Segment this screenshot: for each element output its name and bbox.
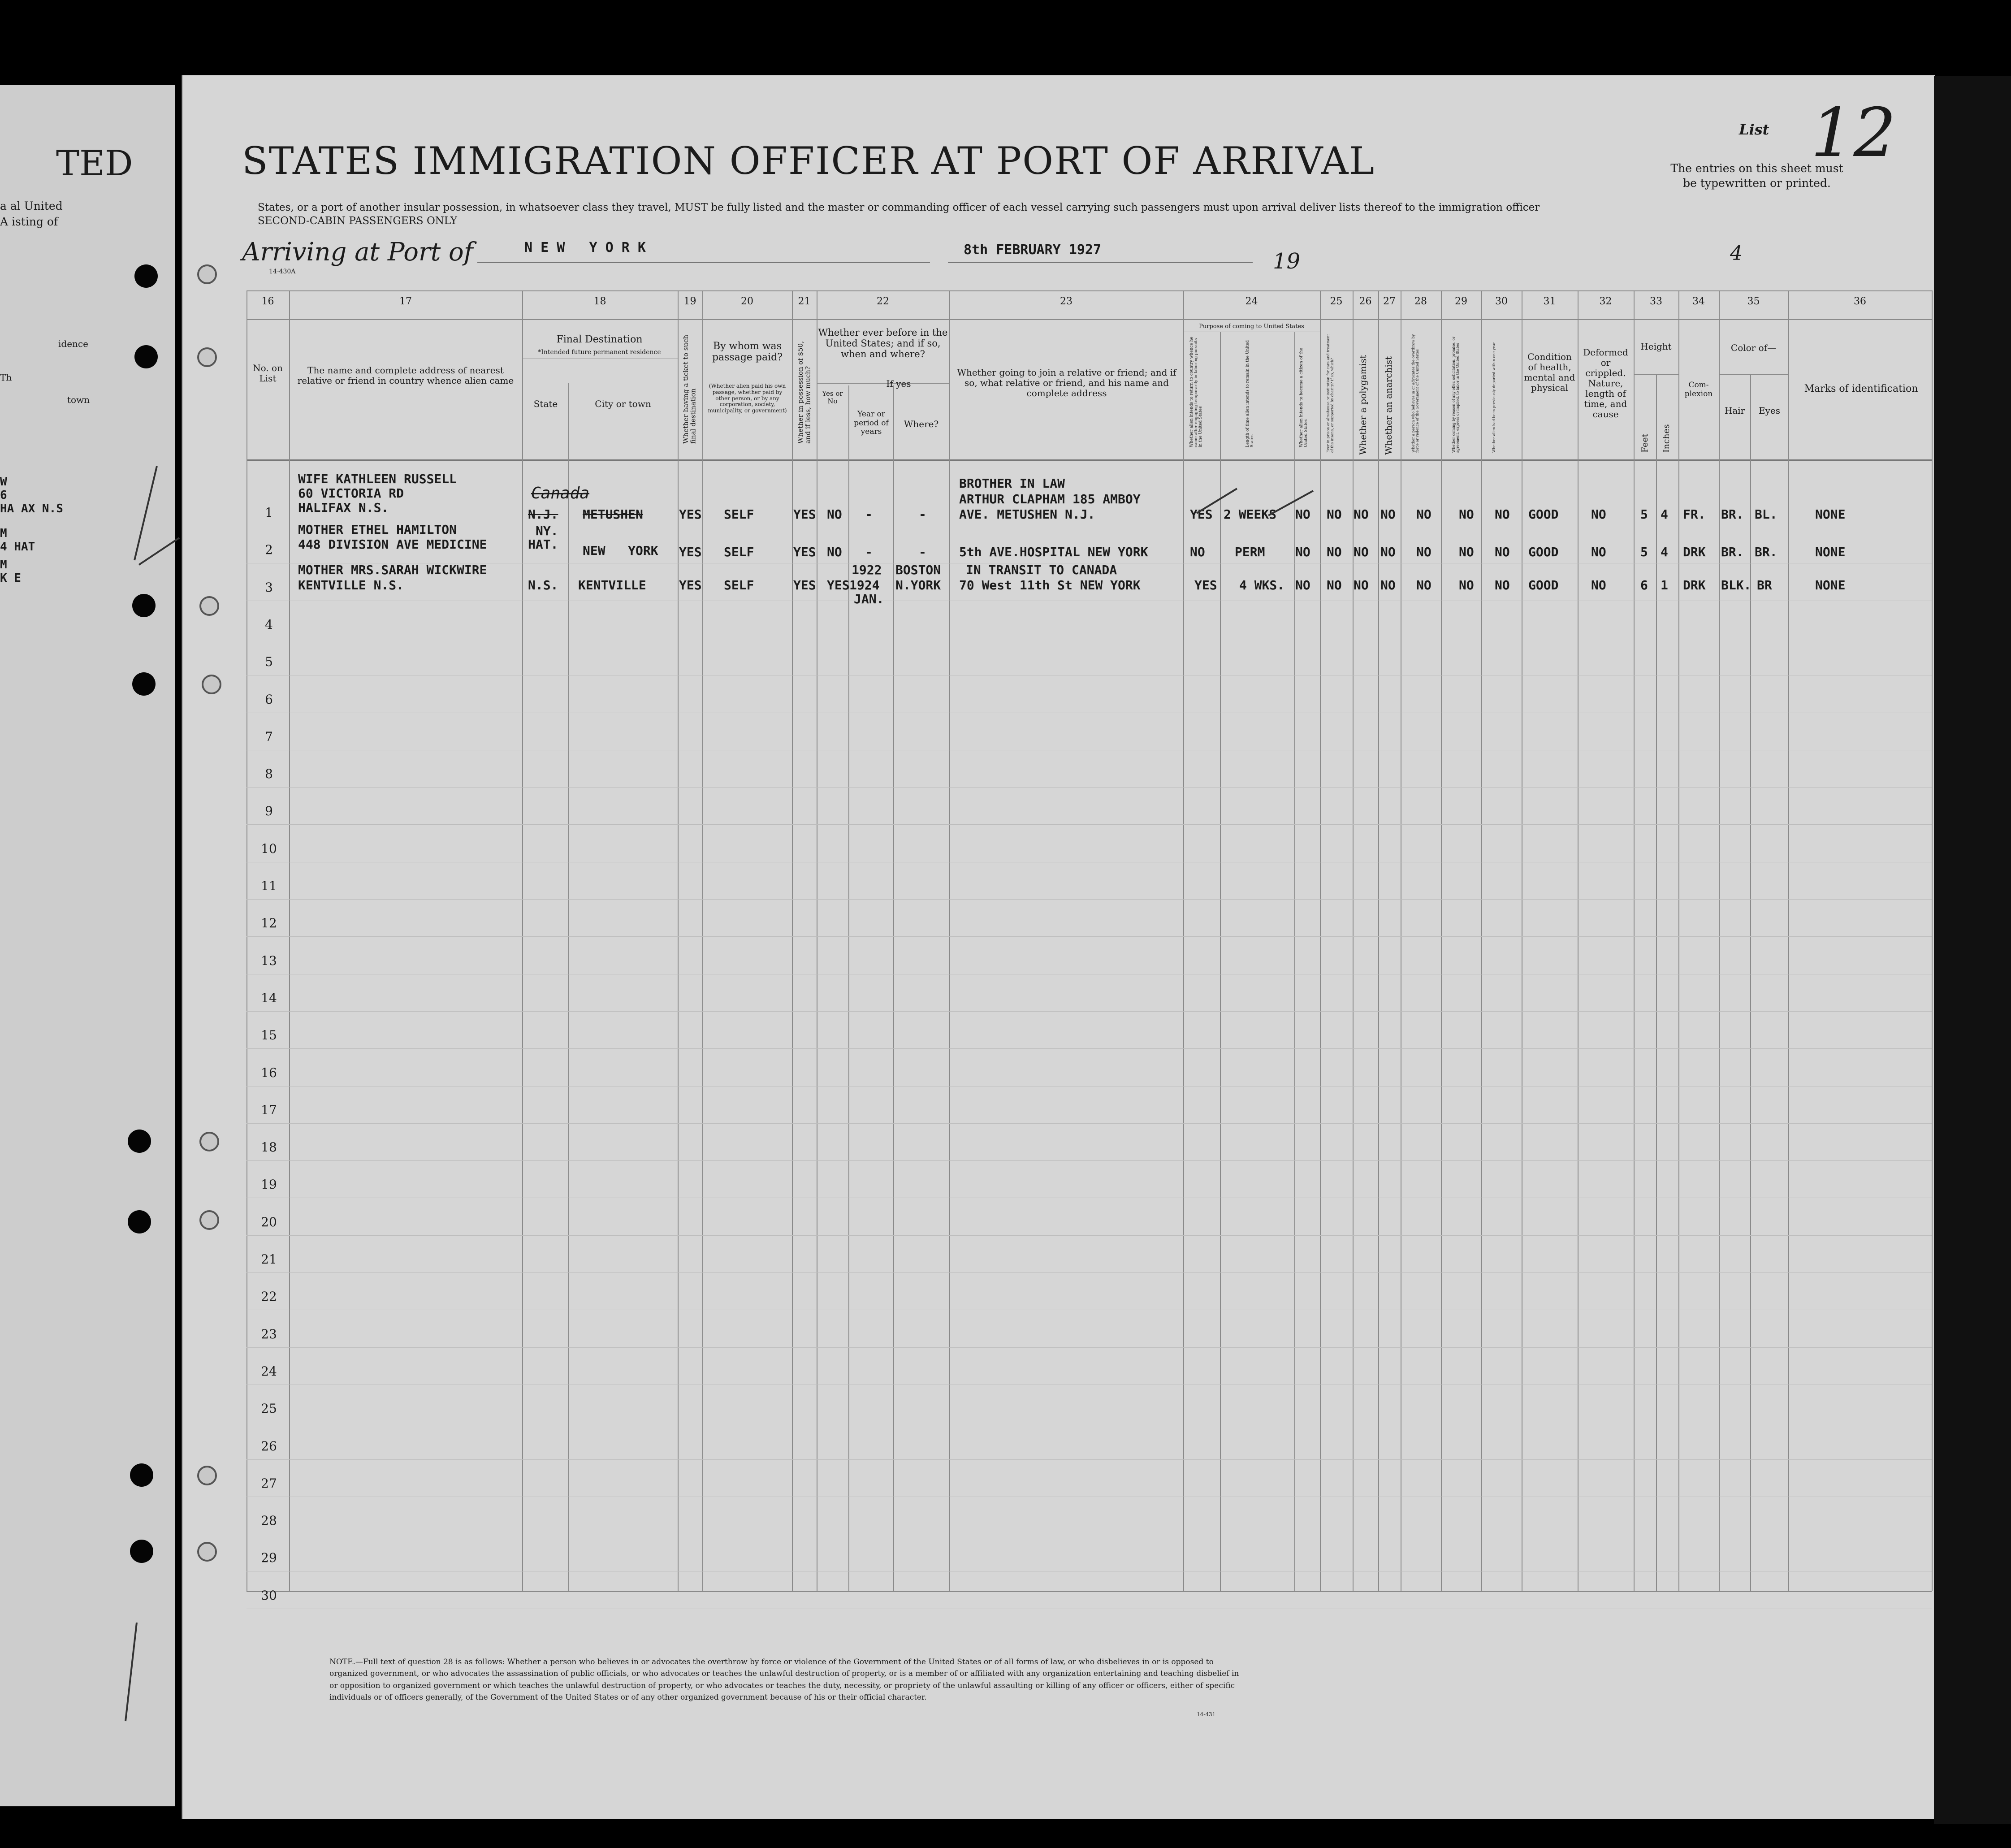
port-value: N E W Y O R K bbox=[524, 240, 646, 255]
row3-polygamist: NO bbox=[1354, 578, 1369, 593]
row2-ticket: YES bbox=[679, 545, 702, 559]
fragment-row: 6 bbox=[0, 489, 7, 502]
col-rule bbox=[1578, 290, 1579, 1591]
row2-state: NY. bbox=[536, 524, 558, 538]
col-purpose: Purpose of coming to United States bbox=[1199, 323, 1304, 330]
col-deported: Whether alien had been previously deported within one year bbox=[1492, 342, 1496, 453]
row1-labor-offer: NO bbox=[1459, 507, 1474, 522]
row1-hair: BR. bbox=[1721, 507, 1744, 522]
col-rule bbox=[678, 290, 679, 1591]
row1-overthrow: NO bbox=[1416, 507, 1431, 522]
row-rule bbox=[247, 824, 1932, 825]
row-number: 28 bbox=[261, 1513, 277, 1528]
row-rule bbox=[247, 1048, 1932, 1049]
row3-purpose-citizen: NO bbox=[1295, 578, 1310, 593]
check-mark-strokes bbox=[1165, 471, 1354, 551]
typewritten-instruction: The entries on this sheet must be typewritten or printed. bbox=[1670, 162, 1843, 190]
row3-year-line: 1922 bbox=[852, 563, 882, 577]
row-number: 18 bbox=[261, 1140, 277, 1155]
binder-ring bbox=[197, 347, 217, 367]
col-eyes: Eyes bbox=[1759, 405, 1780, 416]
page-title: STATES IMMIGRATION OFFICER AT PORT OF ARRIVAL bbox=[242, 139, 1375, 183]
row3-anarchist: NO bbox=[1380, 578, 1396, 593]
row-rule bbox=[247, 1272, 1932, 1273]
row-rule bbox=[247, 1123, 1932, 1124]
row1-polygamist: NO bbox=[1354, 507, 1369, 522]
column-number: 36 bbox=[1854, 296, 1866, 307]
row2-relative-line: 448 DIVISION AVE MEDICINE bbox=[298, 537, 487, 552]
row2-labor-offer: NO bbox=[1459, 545, 1474, 559]
col-rule bbox=[1719, 290, 1720, 1591]
row2-relative-line: MOTHER ETHEL HAMILTON bbox=[298, 522, 457, 537]
col-rule bbox=[522, 290, 523, 1591]
row3-city: KENTVILLE bbox=[578, 578, 646, 593]
col-complexion: Com-plexion bbox=[1684, 381, 1713, 398]
fragment-line: A isting of bbox=[0, 215, 58, 228]
col-rule bbox=[1788, 290, 1789, 1591]
row-number: 19 bbox=[261, 1177, 277, 1192]
row3-where-line: N.YORK bbox=[895, 578, 941, 593]
row3-before: YES bbox=[827, 578, 850, 593]
row2-prison: NO bbox=[1327, 545, 1342, 559]
sub-header-rule bbox=[1719, 374, 1788, 375]
row3-joining-line: IN TRANSIT TO CANADA bbox=[966, 563, 1117, 577]
column-number: 22 bbox=[877, 296, 889, 307]
row2-health: GOOD bbox=[1528, 545, 1559, 559]
row-number: 30 bbox=[261, 1588, 277, 1603]
port-underline bbox=[477, 262, 930, 263]
binder-hole bbox=[130, 1463, 153, 1487]
col-rule bbox=[792, 290, 793, 1591]
col-rule bbox=[1634, 290, 1635, 1591]
row1-ticket: YES bbox=[679, 507, 702, 522]
column-number: 19 bbox=[683, 296, 696, 307]
row3-inches: 1 bbox=[1661, 578, 1668, 593]
col-purpose-return: Whether alien intends to return to country whence he came after engaging temporarily in laboring pursuits in the United States bbox=[1189, 337, 1203, 447]
col-rule bbox=[1932, 290, 1933, 1591]
row2-before: NO bbox=[827, 545, 842, 559]
row1-inches: 4 bbox=[1661, 507, 1668, 522]
row1-state: N.J. bbox=[528, 507, 558, 522]
column-number: 28 bbox=[1414, 296, 1427, 307]
binder-hole bbox=[128, 1210, 151, 1233]
row2-purpose-return: NO bbox=[1190, 545, 1205, 559]
col-feet: Feet bbox=[1640, 433, 1650, 453]
column-number: 29 bbox=[1455, 296, 1467, 307]
col-rule bbox=[1481, 290, 1482, 1591]
binder-hole bbox=[134, 264, 158, 288]
row3-deformed: NO bbox=[1591, 578, 1606, 593]
date-underline bbox=[948, 262, 1253, 263]
row3-labor-offer: NO bbox=[1459, 578, 1474, 593]
row1-money: YES bbox=[793, 507, 816, 522]
fragment-col-head: Th bbox=[0, 372, 12, 383]
row3-year-line: JAN. bbox=[854, 592, 884, 606]
row1-prison: NO bbox=[1327, 507, 1342, 522]
form-number: 14-430A bbox=[269, 268, 296, 275]
binder-hole bbox=[132, 594, 156, 617]
row2-marks: NONE bbox=[1815, 545, 1846, 559]
row-number: 16 bbox=[261, 1065, 277, 1080]
col-marks: Marks of identification bbox=[1804, 383, 1918, 394]
year-prefix: 19 bbox=[1273, 249, 1301, 274]
row2-polygamist: NO bbox=[1354, 545, 1369, 559]
col-passage-note: (Whether alien paid his own passage, whether paid by other person, or by any corporation, society, municipality, or government) bbox=[708, 383, 787, 414]
col-relative-address: The name and complete address of nearest relative or friend in country whence alien came bbox=[297, 365, 514, 386]
col-rule bbox=[289, 290, 290, 1591]
row-number: 23 bbox=[261, 1326, 277, 1342]
binder-ring bbox=[199, 596, 219, 616]
row3-feet: 6 bbox=[1640, 578, 1648, 593]
column-number: 23 bbox=[1060, 296, 1073, 307]
binder-ring bbox=[197, 1466, 217, 1485]
row1-anarchist: NO bbox=[1380, 507, 1396, 522]
row3-prison: NO bbox=[1327, 578, 1342, 593]
row1-relative-line: HALIFAX N.S. bbox=[298, 500, 389, 515]
col-state: State bbox=[533, 398, 558, 409]
row1-deported: NO bbox=[1495, 507, 1510, 522]
footnote-form-code: 14-431 bbox=[1197, 1711, 1216, 1718]
row-number: 24 bbox=[261, 1363, 277, 1379]
col-color-of: Color of— bbox=[1730, 342, 1777, 353]
row-number: 4 bbox=[265, 617, 273, 632]
column-number: 32 bbox=[1599, 296, 1612, 307]
binder-ring bbox=[199, 1210, 219, 1230]
row1-relative-line: 60 VICTORIA RD bbox=[298, 486, 404, 501]
binder-ring bbox=[197, 264, 217, 284]
column-number: 26 bbox=[1359, 296, 1372, 307]
row3-complexion: DRK bbox=[1683, 578, 1706, 593]
row2-inches: 4 bbox=[1661, 545, 1668, 559]
header-class-note: SECOND-CABIN PASSENGERS ONLY bbox=[258, 215, 457, 227]
margin-slash-stroke bbox=[112, 1614, 148, 1730]
binder-ring bbox=[197, 1542, 217, 1562]
row3-joining-line: 70 West 11th St NEW YORK bbox=[959, 578, 1141, 593]
fragment-col-head: town bbox=[67, 394, 90, 405]
row-rule bbox=[247, 1347, 1932, 1348]
column-number: 35 bbox=[1747, 296, 1760, 307]
column-number: 33 bbox=[1650, 296, 1662, 307]
arriving-label: Arriving at Port of bbox=[242, 238, 473, 267]
col-before-in-us: Whether ever before in the United States; and if so, when and where? bbox=[818, 327, 948, 360]
list-number: 12 bbox=[1811, 94, 1896, 172]
col-overthrow: Whether a person who believes in or advocates the overthrow by force or violence of the Government of the United States bbox=[1411, 334, 1419, 453]
row3-hair: BLK. bbox=[1721, 578, 1752, 593]
header-instruction: States, or a port of another insular possession, in whatsoever class they travel, MUST be fully listed and the master or commanding officer of each vessel carrying such passengers must upon arrival deliver lists thereof to the immigration officer bbox=[258, 202, 1540, 213]
binder-hole bbox=[132, 672, 156, 696]
table-bottom-rule bbox=[247, 1591, 1932, 1592]
row-number: 5 bbox=[265, 654, 273, 670]
col-rule bbox=[848, 385, 849, 1591]
col-anarchist: Whether an anarchist bbox=[1383, 356, 1394, 455]
col-rule bbox=[1750, 374, 1751, 1591]
row-number: 1 bbox=[265, 505, 273, 520]
row-number: 14 bbox=[261, 990, 277, 1005]
fragment-row: M bbox=[0, 527, 7, 540]
row1-paid: SELF bbox=[724, 507, 754, 522]
binder-hole bbox=[134, 345, 158, 368]
col-inches: Inches bbox=[1661, 424, 1671, 453]
col-joining: Whether going to join a relative or friend; and if so, what relative or friend, and his name and complete address bbox=[957, 367, 1176, 398]
row2-joining-line: 5th AVE.HOSPITAL NEW YORK bbox=[959, 545, 1148, 559]
row2-deformed: NO bbox=[1591, 545, 1606, 559]
column-number: 27 bbox=[1383, 296, 1396, 307]
col-rule bbox=[702, 290, 703, 1591]
row1-purpose-return: YES bbox=[1190, 507, 1213, 522]
column-number: 25 bbox=[1330, 296, 1343, 307]
row-number: 25 bbox=[261, 1401, 277, 1416]
row1-joining-line: BROTHER IN LAW bbox=[959, 476, 1065, 491]
row2-deported: NO bbox=[1495, 545, 1510, 559]
col-final-destination: Final Destination bbox=[556, 334, 643, 345]
row-number: 15 bbox=[261, 1028, 277, 1043]
row-rule bbox=[247, 1011, 1932, 1012]
binder-hole bbox=[128, 1130, 151, 1153]
row1-state-struck: Canada bbox=[531, 484, 590, 502]
fragment-line: a al United bbox=[0, 199, 63, 212]
col-money: Whether in possession of $50, and if less, how much? bbox=[796, 341, 812, 444]
row3-purpose-return: YES bbox=[1194, 578, 1217, 593]
row2-hair: BR. bbox=[1721, 545, 1744, 559]
fragment-row: W bbox=[0, 475, 7, 489]
col-prison: Ever in prison or almshouse or institution for care and treatment of the insane, or supported by charity? If so, which? bbox=[1326, 334, 1334, 453]
col-rule bbox=[949, 290, 950, 1591]
row2-feet: 5 bbox=[1640, 545, 1648, 559]
row3-eyes: BR bbox=[1757, 578, 1772, 593]
column-number: 18 bbox=[593, 296, 606, 307]
column-number: 30 bbox=[1495, 296, 1508, 307]
column-number: 24 bbox=[1245, 296, 1258, 307]
row-number: 13 bbox=[261, 953, 277, 968]
row-number: 8 bbox=[265, 766, 273, 782]
row2-complexion: DRK bbox=[1683, 545, 1706, 559]
row1-marks: NONE bbox=[1815, 507, 1846, 522]
col-passage-paid: By whom was passage paid? bbox=[712, 341, 783, 364]
row1-city: METUSHEN bbox=[583, 507, 643, 522]
row3-money: YES bbox=[793, 578, 816, 593]
row3-where-line: BOSTON bbox=[895, 563, 941, 577]
row-number: 21 bbox=[261, 1252, 277, 1267]
row1-health: GOOD bbox=[1528, 507, 1559, 522]
row3-purpose-length: 4 WKS. bbox=[1239, 578, 1285, 593]
row1-feet: 5 bbox=[1640, 507, 1648, 522]
row-rule bbox=[247, 1459, 1932, 1460]
col-rule bbox=[1441, 290, 1442, 1591]
col-if-yes: If yes bbox=[886, 378, 911, 389]
col-health: Condition of health, mental and physical bbox=[1524, 351, 1575, 393]
col-purpose-citizen: Whether alien intends to become a citizen of the United States bbox=[1299, 348, 1308, 447]
manifest-sheet bbox=[182, 75, 1935, 1819]
row2-money: YES bbox=[793, 545, 816, 559]
row-number: 11 bbox=[261, 879, 277, 893]
row1-joining-line: AVE. METUSHEN N.J. bbox=[959, 507, 1095, 522]
col-year-period: Year or period of years bbox=[854, 410, 889, 437]
col-rule bbox=[893, 385, 894, 1591]
col-yes-no: Yes or No bbox=[822, 390, 843, 406]
row-number: 3 bbox=[265, 580, 273, 595]
col-polygamist: Whether a polygamist bbox=[1358, 355, 1368, 455]
row2-purpose-citizen: NO bbox=[1295, 545, 1310, 559]
row1-eyes: BL. bbox=[1755, 507, 1777, 522]
column-number: 31 bbox=[1543, 296, 1556, 307]
row3-state: N.S. bbox=[528, 578, 558, 593]
row-number: 6 bbox=[265, 692, 273, 707]
row1-joining-line: ARTHUR CLAPHAM 185 AMBOY bbox=[959, 492, 1141, 506]
column-number: 20 bbox=[741, 296, 753, 307]
row-number: 22 bbox=[261, 1289, 277, 1304]
binder-ring bbox=[199, 1132, 219, 1151]
fragment-row: HA AX N.S bbox=[0, 502, 63, 515]
row1-before: NO bbox=[827, 507, 842, 522]
row-number: 12 bbox=[261, 916, 277, 931]
row1-purpose-citizen: NO bbox=[1295, 507, 1310, 522]
column-number: 34 bbox=[1692, 296, 1705, 307]
fragment-col-head: idence bbox=[58, 338, 88, 349]
row1-deformed: NO bbox=[1591, 507, 1606, 522]
row3-year-line: 1924 bbox=[849, 578, 880, 593]
col-no-on-list: No. on List bbox=[253, 363, 283, 384]
row-number: 27 bbox=[261, 1476, 277, 1491]
col-rule bbox=[1678, 290, 1679, 1591]
fragment-row: 4 HAT bbox=[0, 540, 35, 554]
binder-hole bbox=[130, 1540, 153, 1563]
margin-tick-strokes bbox=[117, 448, 206, 619]
row1-complexion: FR. bbox=[1683, 507, 1706, 522]
row2-city: NEW YORK bbox=[583, 543, 658, 558]
row-number: 7 bbox=[265, 729, 273, 744]
row-rule bbox=[247, 936, 1932, 937]
row3-health: GOOD bbox=[1528, 578, 1559, 593]
row3-ticket: YES bbox=[679, 578, 702, 593]
col-ticket: Whether having a ticket to such final destination bbox=[682, 334, 697, 444]
list-label: List bbox=[1739, 121, 1769, 138]
col-deformed: Deformed or crippled. Nature, length of time, and cause bbox=[1583, 347, 1628, 420]
col-destination-note: *Intended future permanent residence bbox=[538, 349, 661, 356]
column-number: 16 bbox=[261, 296, 274, 307]
row2-anarchist: NO bbox=[1380, 545, 1396, 559]
fragment-title: TED bbox=[56, 143, 133, 184]
fragment-row: M bbox=[0, 558, 7, 571]
row-rule bbox=[247, 899, 1932, 900]
col-rule bbox=[1378, 290, 1379, 1591]
row-rule bbox=[247, 787, 1932, 788]
col-where: Where? bbox=[904, 419, 939, 429]
arrival-date: 8th FEBRUARY 1927 bbox=[964, 242, 1102, 258]
fragment-row: K E bbox=[0, 571, 21, 585]
row2-where: - bbox=[919, 545, 926, 559]
row2-purpose-length: PERM bbox=[1235, 545, 1265, 559]
col-labor-offer: Whether coming by reason of any offer, solicitation, promise, or agreement, express or implied, to labor in the United States bbox=[1452, 337, 1460, 453]
col-rule bbox=[1656, 374, 1657, 1591]
column-number: 17 bbox=[399, 296, 412, 307]
row-number: 2 bbox=[265, 542, 273, 558]
row2-paid: SELF bbox=[724, 545, 754, 559]
row3-overthrow: NO bbox=[1416, 578, 1431, 593]
row-number: 17 bbox=[261, 1102, 277, 1117]
row3-deported: NO bbox=[1495, 578, 1510, 593]
col-height: Height bbox=[1640, 341, 1672, 352]
row-number: 10 bbox=[261, 841, 277, 856]
row-rule bbox=[247, 1160, 1932, 1161]
row2-state-cont: HAT. bbox=[528, 537, 558, 552]
row1-relative-line: WIFE KATHLEEN RUSSELL bbox=[298, 472, 457, 486]
sub-header-rule bbox=[1634, 374, 1678, 375]
column-number: 21 bbox=[798, 296, 811, 307]
row3-relative-line: MOTHER MRS.SARAH WICKWIRE bbox=[298, 563, 487, 577]
row-number: 20 bbox=[261, 1214, 277, 1229]
row-number: 26 bbox=[261, 1438, 277, 1454]
col-city: City or town bbox=[595, 398, 651, 409]
row3-relative-line: KENTVILLE N.S. bbox=[298, 578, 404, 593]
row1-where: - bbox=[919, 507, 926, 522]
binder-ring bbox=[202, 675, 221, 694]
row-number: 9 bbox=[265, 804, 273, 819]
col-rule bbox=[568, 383, 569, 1591]
row1-years: - bbox=[865, 507, 873, 522]
row3-paid: SELF bbox=[724, 578, 754, 593]
row-number: 29 bbox=[261, 1550, 277, 1566]
footnote: NOTE.—Full text of question 28 is as follows: Whether a person who believes in or advocates the overthrow by force or violence of the Government of the United States or of all forms of law, or who disbelieves in or is opposed to organized government, or who advocates the assassination of public officials, or who advocates or teaches the unlawful destruction of property, or is a member of or affiliated with any organization entertaining and teaching disbelief in or opposition to organized government or which teaches the unlawful destruction of property, or who advocates or teaches the duty, necessity, or propriety of the unlawful assaulting or killing of any officer or officers, either of specific individuals or of officers generally, of the Government of the United States or of any other organized government because of his or their official character. bbox=[329, 1658, 1239, 1702]
row2-overthrow: NO bbox=[1416, 545, 1431, 559]
page-edge bbox=[1934, 76, 2011, 1824]
row2-eyes: BR. bbox=[1755, 545, 1777, 559]
col-purpose-length: Length of time alien intends to remain in the United States bbox=[1246, 340, 1254, 447]
row1-purpose-length: 2 WEEKS bbox=[1224, 507, 1277, 522]
row-rule bbox=[247, 1235, 1932, 1236]
row2-years: - bbox=[865, 545, 873, 559]
row3-marks: NONE bbox=[1815, 578, 1846, 593]
col-hair: Hair bbox=[1724, 405, 1745, 416]
page-number: 4 bbox=[1730, 242, 1743, 265]
